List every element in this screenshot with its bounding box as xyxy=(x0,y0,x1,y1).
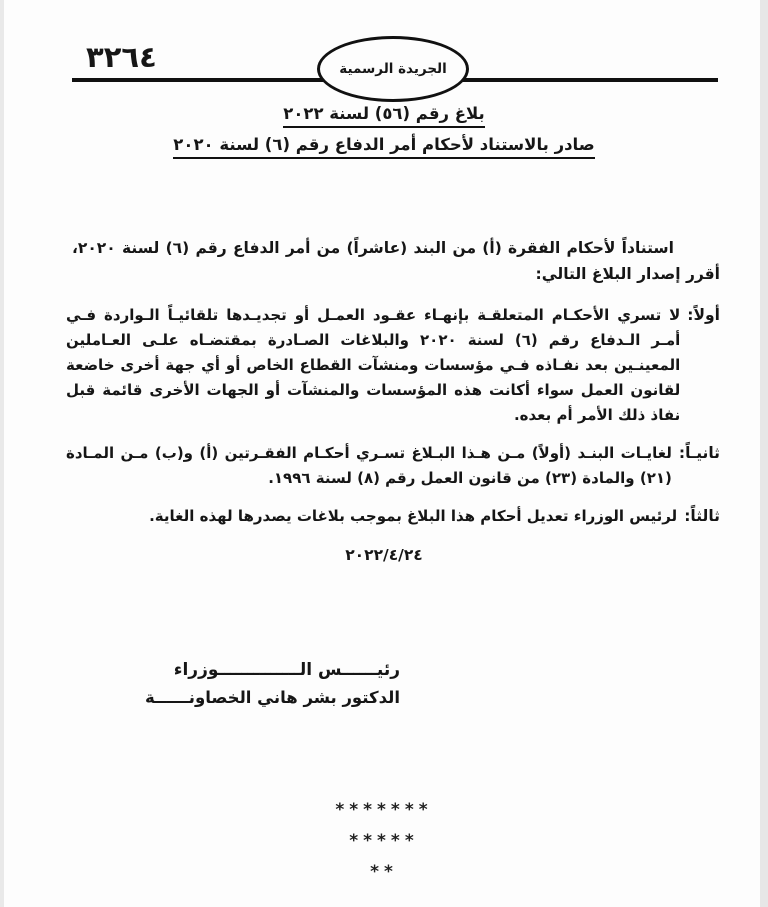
clause-third-text: لرئيس الوزراء تعديل أحكام هذا البلاغ بموجب بلاغات يصدرها لهذه الغاية. xyxy=(149,507,678,525)
star-row-3: ** xyxy=(370,862,398,882)
notice-titles xyxy=(0,104,768,166)
star-row-2: ***** xyxy=(349,831,419,851)
notice-title-line2 xyxy=(0,135,768,159)
gazette-badge-label: الجريدة الرسمية xyxy=(339,61,447,77)
signature-title: رئيــــــس الــــــــــــــوزراء xyxy=(173,660,400,680)
signature-name: الدكتور بشر هاني الخصاونــــــة xyxy=(144,688,400,707)
clause-third-marker: ثالثاً: xyxy=(684,507,720,525)
clause-second-marker: ثانيـاً: xyxy=(678,444,720,462)
star-row-1: ******* xyxy=(335,800,433,820)
clause-first xyxy=(66,303,720,428)
page-number: ٣٢٦٤ xyxy=(86,40,157,74)
page-header xyxy=(0,0,768,110)
gazette-oval-badge xyxy=(317,36,469,102)
preamble-paragraph: استناداً لأحكام الفقرة (أ) من البند (عاشراً) من أمر الدفاع رقم (٦) لسنة ٢٠٢٠، أقرر إصدار البلاغ التالي: xyxy=(72,238,720,283)
clause-second-text: لغايـات البنـد (أولاً) مـن هـذا البـلاغ تسـري أحكـام الفقـرتين (أ) و(ب) مـن المـادة (٢١) والمادة (٢٣) من قانون العمل رقم (٨) لسنة ١٩٩٦. xyxy=(66,444,672,487)
issue-date: ٢٠٢٢/٤/٢٤ xyxy=(345,546,423,564)
signature-block xyxy=(60,656,400,712)
clause-first-marker: أولاً: xyxy=(687,306,720,324)
notice-title-line1 xyxy=(0,104,768,128)
star-separators xyxy=(0,795,768,888)
notice-title-line2-text: صادر بالاستناد لأحكام أمر الدفاع رقم (٦) لسنة ٢٠٢٠ xyxy=(173,135,594,159)
clauses xyxy=(66,303,720,542)
clause-second xyxy=(66,441,720,491)
notice-title-line1-text: بلاغ رقم (٥٦) لسنة ٢٠٢٢ xyxy=(283,104,485,128)
clause-third xyxy=(66,504,720,529)
clause-first-text: لا تسري الأحكـام المتعلقـة بإنهـاء عقـود العمـل أو تجديـدها تلقائيـاً الـواردة فـي أمـر الـدفاع رقم (٦) لسنة ٢٠٢٠ والبلاغات الصـادرة بمقتضـاه علـى العـاملين المعينـين بعد نفـاذه فـي مؤسسات ومنشآت القطاع الخاص أو أي جهة أخرى خاضعة لقانون العمل سواء أكانت هذه المؤسسات والمنشآت أو الجهات الأخرى قائمة قبل نفاذ ذلك الأمر أم بعده. xyxy=(66,306,681,424)
